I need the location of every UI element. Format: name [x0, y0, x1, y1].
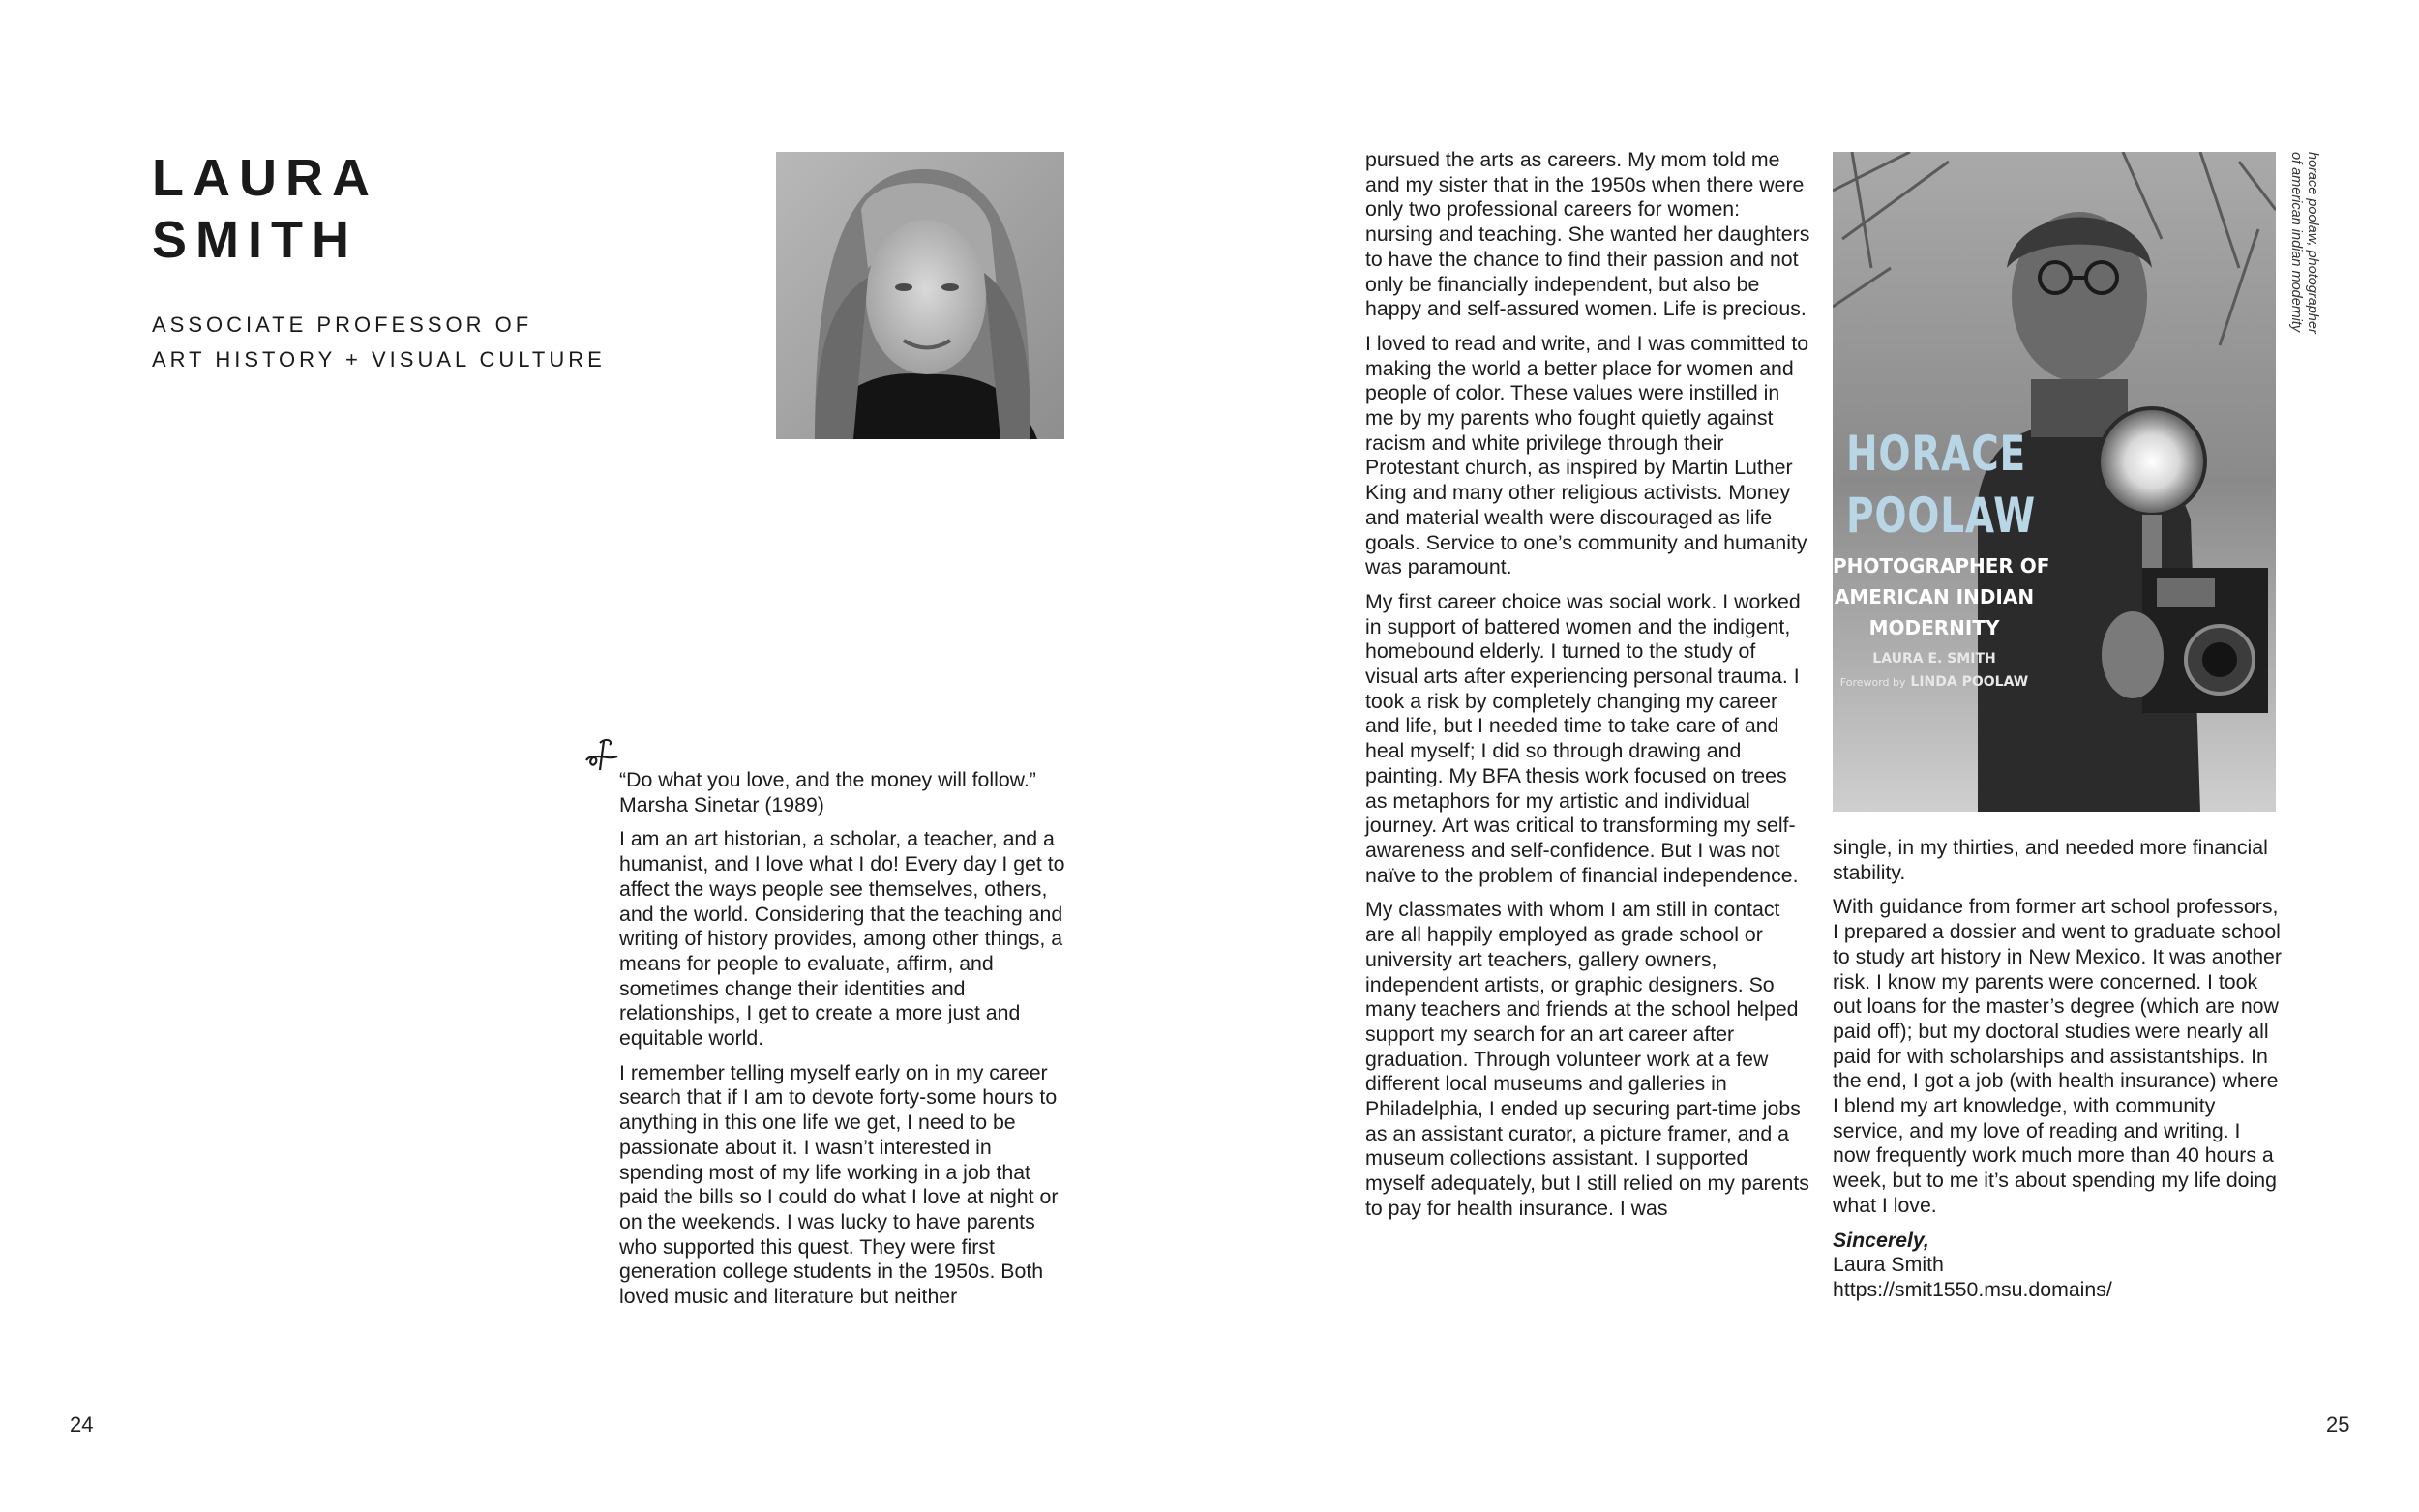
- author-title-line: ASSOCIATE PROFESSOR OF: [152, 312, 533, 337]
- signoff-name: Laura Smith: [1833, 1253, 1944, 1277]
- cover-author: LAURA E. SMITH: [1872, 651, 1996, 667]
- author-title-line: ART HISTORY + VISUAL CULTURE: [152, 347, 606, 371]
- cover-title-line: HORACE: [1846, 426, 2026, 482]
- page-number-right: 25: [2326, 1412, 2350, 1437]
- paragraph: I remember telling myself early on in my career search that if I am to devote forty-some hours to anything in this one life we get, I need to be passionate about it. I wasn’t interested in spending most of my life working in a job that paid the bills so I could do what I love at night or on the weekends. I was lucky to have parents who supported this quest. They were first generation college students in the 1950s. Both loved music and literature but neither: [619, 1060, 1059, 1309]
- signoff-closing: Sincerely,: [1833, 1228, 1929, 1252]
- essay-column-2: [1365, 148, 1810, 1231]
- cover-subtitle-line: MODERNITY: [1868, 616, 2000, 639]
- author-name: [152, 147, 378, 271]
- epigraph-quote: “Do what you love, and the money will follow.” Marsha Sinetar (1989): [619, 768, 1036, 816]
- paragraph: With guidance from former art school professors, I prepared a dossier and went to graduate school to study art history in New Mexico. It was another risk. I know my parents were concerned. I took out loans for the master’s degree (which are now paid off); but my doctoral studies were nearly all paid for with scholarships and assistantships. In the end, I got a job (with health insurance) where I blend my art knowledge, with community service, and my love of reading and writing. I now frequently work much more than 40 hours a week, but to me it’s about spending my life doing what I love.: [1833, 895, 2282, 1217]
- cover-foreword-prefix: Foreword by: [1839, 676, 1906, 689]
- essay-column-3: [1833, 836, 2283, 1303]
- book-cover: [1833, 152, 2276, 812]
- paragraph: My first career choice was social work. I worked in support of battered women and the indigent, homebound elderly. I turned to the study of visual arts after experiencing personal trauma. I took a risk by completely changing my career and life, but I needed time to take care of and heal myself; I did so through drawing and painting. My BFA thesis work focused on trees as metaphors for my artistic and individual journey. Art was critical to transforming my self-awareness and self-confidence. But I was not naïve to the problem of financial independence.: [1365, 589, 1801, 887]
- cover-title-line: POOLAW: [1846, 488, 2036, 544]
- cover-title: [1846, 423, 2036, 547]
- swash-ornament-icon: [582, 735, 621, 774]
- author-name-line: SMITH: [152, 211, 358, 269]
- cover-foreword-name: LINDA POOLAW: [1910, 674, 2029, 690]
- paragraph: single, in my thirties, and needed more financial stability.: [1833, 836, 2268, 884]
- essay-column-1: [619, 768, 1066, 1319]
- cover-credits: [1833, 647, 2036, 695]
- cover-caption-line: horace poolaw, photographer: [2305, 152, 2320, 334]
- paragraph: I am an art historian, a scholar, a teacher, and a humanist, and I love what I do! Every day I get to affect the ways people see themselves, others, and the world. Considering that the teaching and writing of history provides, among other things, a means for people to evaluate, affirm, and sometimes change their identities and relationships, I get to create a more just and equitable world.: [619, 827, 1065, 1051]
- author-portrait: [776, 152, 1064, 439]
- paragraph: I loved to read and write, and I was committed to making the world a better place for women and people of color. These values were instilled in me by my parents who fought quietly against racism and white privilege through their Protestant church, as inspired by Martin Luther King and many other religious activists. Money and material wealth were discouraged as life goals. Service to one’s community and humanity was paramount.: [1365, 331, 1809, 579]
- cover-subtitle-line: AMERICAN INDIAN: [1834, 585, 2035, 608]
- author-title: [152, 308, 606, 377]
- paragraph: My classmates with whom I am still in contact are all happily employed as grade school or university art teachers, gallery owners, independent artists, or graphic designers. So many teachers and friends at the school helped support my search for an art career after graduation. Through volunteer work at a few different local museums and galleries in Philadelphia, I ended up securing part-time jobs as an assistant curator, a picture framer, and a museum collections assistant. I supported myself adequately, but I still relied on my parents to pay for health insurance. I was: [1365, 898, 1809, 1220]
- cover-subtitle: [1833, 550, 2050, 643]
- author-name-line: LAURA: [152, 149, 378, 207]
- cover-subtitle-line: PHOTOGRAPHER OF: [1833, 554, 2050, 578]
- paragraph: pursued the arts as careers. My mom told me and my sister that in the 1950s when there were only two professional careers for women: nursing and teaching. She wanted her daughters to have the chance to find their passion and not only be financially independent, but also be happy and self-assured women. Life is precious.: [1365, 148, 1810, 321]
- cover-caption-line: of american indian modernity: [2288, 152, 2304, 333]
- signoff: [1833, 1229, 2283, 1303]
- author-website-link[interactable]: https://smit1550.msu.domains/: [1833, 1277, 2112, 1301]
- page-number-left: 24: [70, 1412, 94, 1437]
- cover-caption: [2288, 152, 2320, 374]
